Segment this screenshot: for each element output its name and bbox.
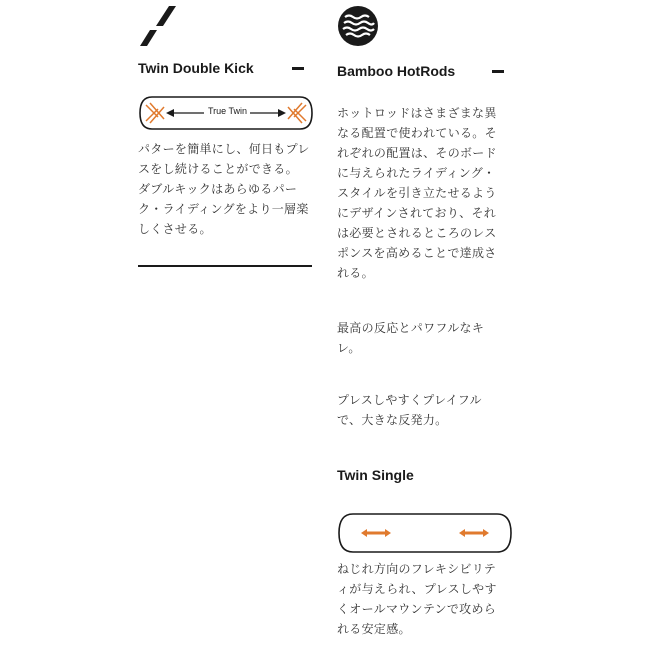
feature-point: プレスしやすくプレイフルで、大きな反発力。 <box>337 393 482 427</box>
sub-feature-description: ねじれ方向のフレキシビリティが与えられ、プレスしやすくオールマウンテンで攻められる安定感。 <box>337 562 497 636</box>
twin-single-board-illustration <box>337 512 513 554</box>
feature-header-twin-double-kick[interactable] <box>138 60 304 76</box>
feature-description: ホットロッドはさまざまな異なる配置で使われている。それぞれの配置は、そのボードに与えられたライディング・スタイルを引き立たせるようにデザインされており、それは必要とされるところのレスポンスを高めることで達成される。 <box>337 106 497 280</box>
minus-icon[interactable] <box>292 67 304 70</box>
feature-point: 最高の反応とパワフルなキレ。 <box>337 321 485 355</box>
minus-icon[interactable] <box>492 70 504 73</box>
sub-feature-title: Twin Single <box>337 467 414 483</box>
feature-header-bamboo-hotrods[interactable] <box>337 63 504 79</box>
wave-circle-icon <box>337 5 379 47</box>
section-divider <box>138 265 312 267</box>
double-slash-icon <box>140 6 180 48</box>
feature-title: Twin Double Kick <box>138 60 254 76</box>
feature-description: パターを簡単にし、何日もプレスをし続けることができる。ダブルキックはあらゆるパーク・ライディングをより一層楽しくさせる。 <box>138 142 310 236</box>
board-label: True Twin <box>208 106 248 116</box>
feature-title: Bamboo HotRods <box>337 63 456 79</box>
